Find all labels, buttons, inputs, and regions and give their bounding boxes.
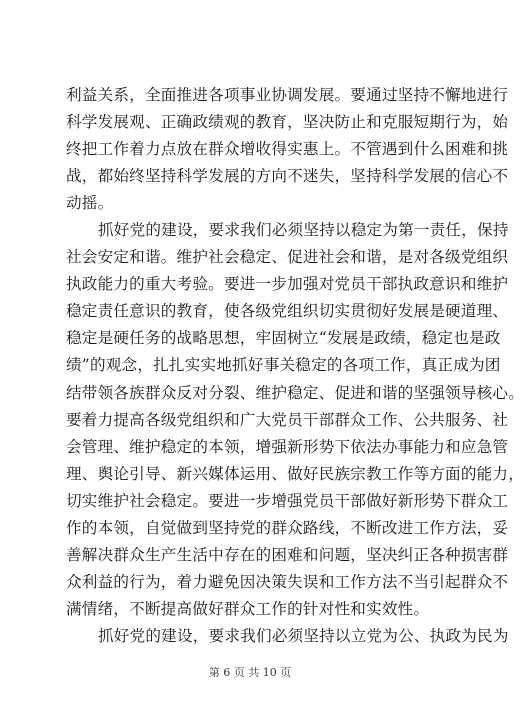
text-line: 会管理、维护稳定的本领，增强新形势下依法办事能力和应急管 — [66, 437, 509, 456]
text-line: 终把工作着力点放在群众增收得实惠上。不管遇到什么困难和挑 — [66, 140, 509, 159]
text-line: 抓好党的建设，要求我们必须坚持以稳定为第一责任，保持 — [98, 221, 509, 240]
text-line: 科学发展观、正确政绩观的教育，坚决防止和克服短期行为，始 — [66, 113, 509, 132]
text-line: 绩”的观念，扎扎实实地抓好事关稳定的各项工作，真正成为团 — [66, 356, 501, 375]
text-line: 稳定责任意识的教育，使各级党组织切实贯彻好发展是硬道理、 — [66, 302, 509, 321]
page-footer: 第 6 页 共 10 页 — [208, 666, 292, 679]
text-line: 满情绪，不断提高做好群众工作的针对性和实效性。 — [66, 599, 430, 618]
text-line: 理、舆论引导、新兴媒体运用、做好民族宗教工作等方面的能力， — [66, 464, 524, 483]
text-line: 战，都始终坚持科学发展的方向不迷失，坚持科学发展的信心不 — [66, 167, 509, 186]
text-line: 抓好党的建设，要求我们必须坚持以立党为公、执政为民为 — [98, 626, 509, 645]
text-line: 执政能力的重大考验。要进一步加强对党员干部执政意识和维护 — [66, 275, 509, 294]
text-line: 利益关系，全面推进各项事业协调发展。要通过坚持不懈地进行 — [66, 86, 509, 104]
text-line: 社会安定和谐。维护社会稳定、促进社会和谐，是对各级党组织 — [66, 248, 509, 267]
body-text — [66, 82, 524, 650]
text-line: 要着力提高各级党组织和广大党员干部群众工作、公共服务、社 — [66, 410, 509, 429]
text-line: 众利益的行为，着力避免因决策失误和工作方法不当引起群众不 — [66, 572, 509, 591]
text-line: 善解决群众生产生活中存在的困难和问题，坚决纠正各种损害群 — [66, 545, 509, 564]
text-line: 切实维护社会稳定。要进一步增强党员干部做好新形势下群众工 — [66, 491, 509, 510]
text-line: 结带领各族群众反对分裂、维护稳定、促进和谐的坚强领导核心。 — [66, 383, 524, 402]
text-line: 动摇。 — [66, 194, 114, 213]
text-line: 稳定是硬任务的战略思想，牢固树立“发展是政绩，稳定也是政 — [66, 329, 501, 348]
text-line: 作的本领，自觉做到坚持党的群众路线，不断改进工作方法，妥 — [66, 518, 509, 537]
